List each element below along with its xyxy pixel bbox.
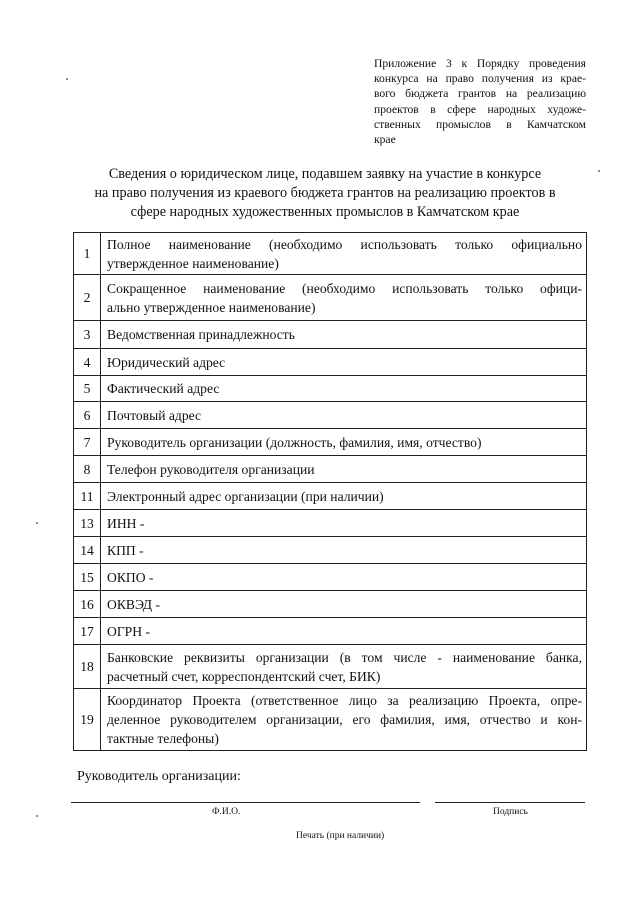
row-text	[101, 591, 587, 618]
row-number: 7	[74, 429, 101, 456]
table-row	[74, 321, 587, 349]
row-text	[101, 564, 587, 591]
scan-speck	[36, 522, 38, 524]
stamp-caption: Печать (при наличии)	[296, 831, 385, 841]
row-text-line: Банковские реквизиты организации (в том числе - наименование банка,	[107, 649, 582, 665]
signature-line	[435, 802, 585, 803]
title-line: на право получения из краевого бюджета грантов на реализацию проектов в	[94, 185, 556, 201]
row-text-line: ОГРН -	[107, 623, 150, 639]
appendix-line: ственных промыслов в Камчатском	[374, 117, 586, 131]
row-text-line: Руководитель организации (должность, фамилия, имя, отчество)	[107, 434, 482, 450]
row-text	[101, 275, 587, 321]
row-text	[101, 689, 587, 751]
table-row	[74, 233, 587, 275]
table-row	[74, 456, 587, 483]
appendix-line: крае	[374, 133, 396, 147]
row-number: 5	[74, 376, 101, 402]
row-text-line: Юридический адрес	[107, 354, 226, 370]
table-row	[74, 402, 587, 429]
row-number: 14	[74, 537, 101, 564]
title-line: сфере народных художественных промыслов в Камчатском крае	[130, 204, 520, 220]
row-text-line: Сокращенное наименование (необходимо использовать только офици-	[107, 280, 582, 296]
row-text-line: Координатор Проекта (ответственное лицо за реализацию Проекта, опре-	[107, 693, 582, 708]
row-text-line: ОКПО -	[107, 569, 154, 585]
appendix-line: проектов в сфере народных художе-	[374, 102, 586, 116]
row-text-line: ИНН -	[107, 515, 145, 531]
table-row	[74, 376, 587, 402]
row-text	[101, 321, 587, 349]
row-text-line: ОКВЭД -	[107, 596, 160, 612]
row-number: 13	[74, 510, 101, 537]
table-row	[74, 275, 587, 321]
row-number: 16	[74, 591, 101, 618]
table-row	[74, 483, 587, 510]
fio-caption: Ф.И.О.	[212, 807, 241, 817]
row-text-line: Телефон руководителя организации	[107, 461, 315, 477]
title-line: Сведения о юридическом лице, подавшем заявку на участие в конкурсе	[108, 166, 542, 182]
table-row	[74, 645, 587, 689]
row-number: 4	[74, 349, 101, 376]
row-text-line: Фактический адрес	[107, 381, 220, 396]
scan-speck	[66, 78, 68, 80]
row-text-line: Электронный адрес организации (при наличии)	[107, 488, 384, 504]
row-text	[101, 537, 587, 564]
row-text	[101, 376, 587, 402]
table-row	[74, 618, 587, 645]
row-number: 17	[74, 618, 101, 645]
appendix-line: Приложение 3 к Порядку проведения	[374, 57, 586, 70]
row-text	[101, 618, 587, 645]
row-text	[101, 349, 587, 376]
row-text	[101, 483, 587, 510]
row-text-line: тактные телефоны)	[107, 731, 219, 746]
info-table-body	[74, 233, 587, 751]
row-text-line: деленное руководителем организации, его фамилия, имя, отчество и кон-	[107, 712, 582, 727]
row-text-line: утвержденное наименование)	[107, 255, 279, 271]
table-row	[74, 510, 587, 537]
head-signature-label: Руководитель организации:	[77, 769, 241, 784]
row-text-line: Почтовый адрес	[107, 407, 202, 423]
scan-speck	[36, 815, 38, 817]
row-number: 1	[74, 233, 101, 275]
table-row	[74, 689, 587, 751]
row-text-line: Полное наименование (необходимо использовать только официально	[107, 236, 582, 252]
row-number: 3	[74, 321, 101, 349]
row-text	[101, 233, 587, 275]
fio-signature-line	[71, 802, 420, 803]
signature-caption: Подпись	[493, 807, 528, 817]
row-number: 8	[74, 456, 101, 483]
info-table	[73, 232, 587, 751]
table-row	[74, 429, 587, 456]
document-title	[60, 165, 590, 222]
row-number: 18	[74, 645, 101, 689]
table-row	[74, 591, 587, 618]
row-text-line: расчетный счет, корреспондентский счет, БИК)	[107, 668, 381, 684]
row-number: 2	[74, 275, 101, 321]
row-text	[101, 456, 587, 483]
row-number: 6	[74, 402, 101, 429]
table-row	[74, 537, 587, 564]
row-text	[101, 429, 587, 456]
row-number: 19	[74, 689, 101, 751]
row-text-line: КПП -	[107, 542, 144, 558]
appendix-line: конкурса на право получения из крае-	[374, 72, 586, 86]
row-text-line: Ведомственная принадлежность	[107, 327, 295, 342]
row-text	[101, 645, 587, 689]
scan-speck	[598, 170, 600, 172]
row-number: 15	[74, 564, 101, 591]
table-row	[74, 349, 587, 376]
appendix-line: вого бюджета грантов на реализацию	[374, 87, 586, 101]
appendix-note	[374, 56, 586, 147]
row-text	[101, 510, 587, 537]
row-number: 11	[74, 483, 101, 510]
row-text	[101, 402, 587, 429]
row-text-line: ально утвержденное наименование)	[107, 299, 316, 315]
table-row	[74, 564, 587, 591]
